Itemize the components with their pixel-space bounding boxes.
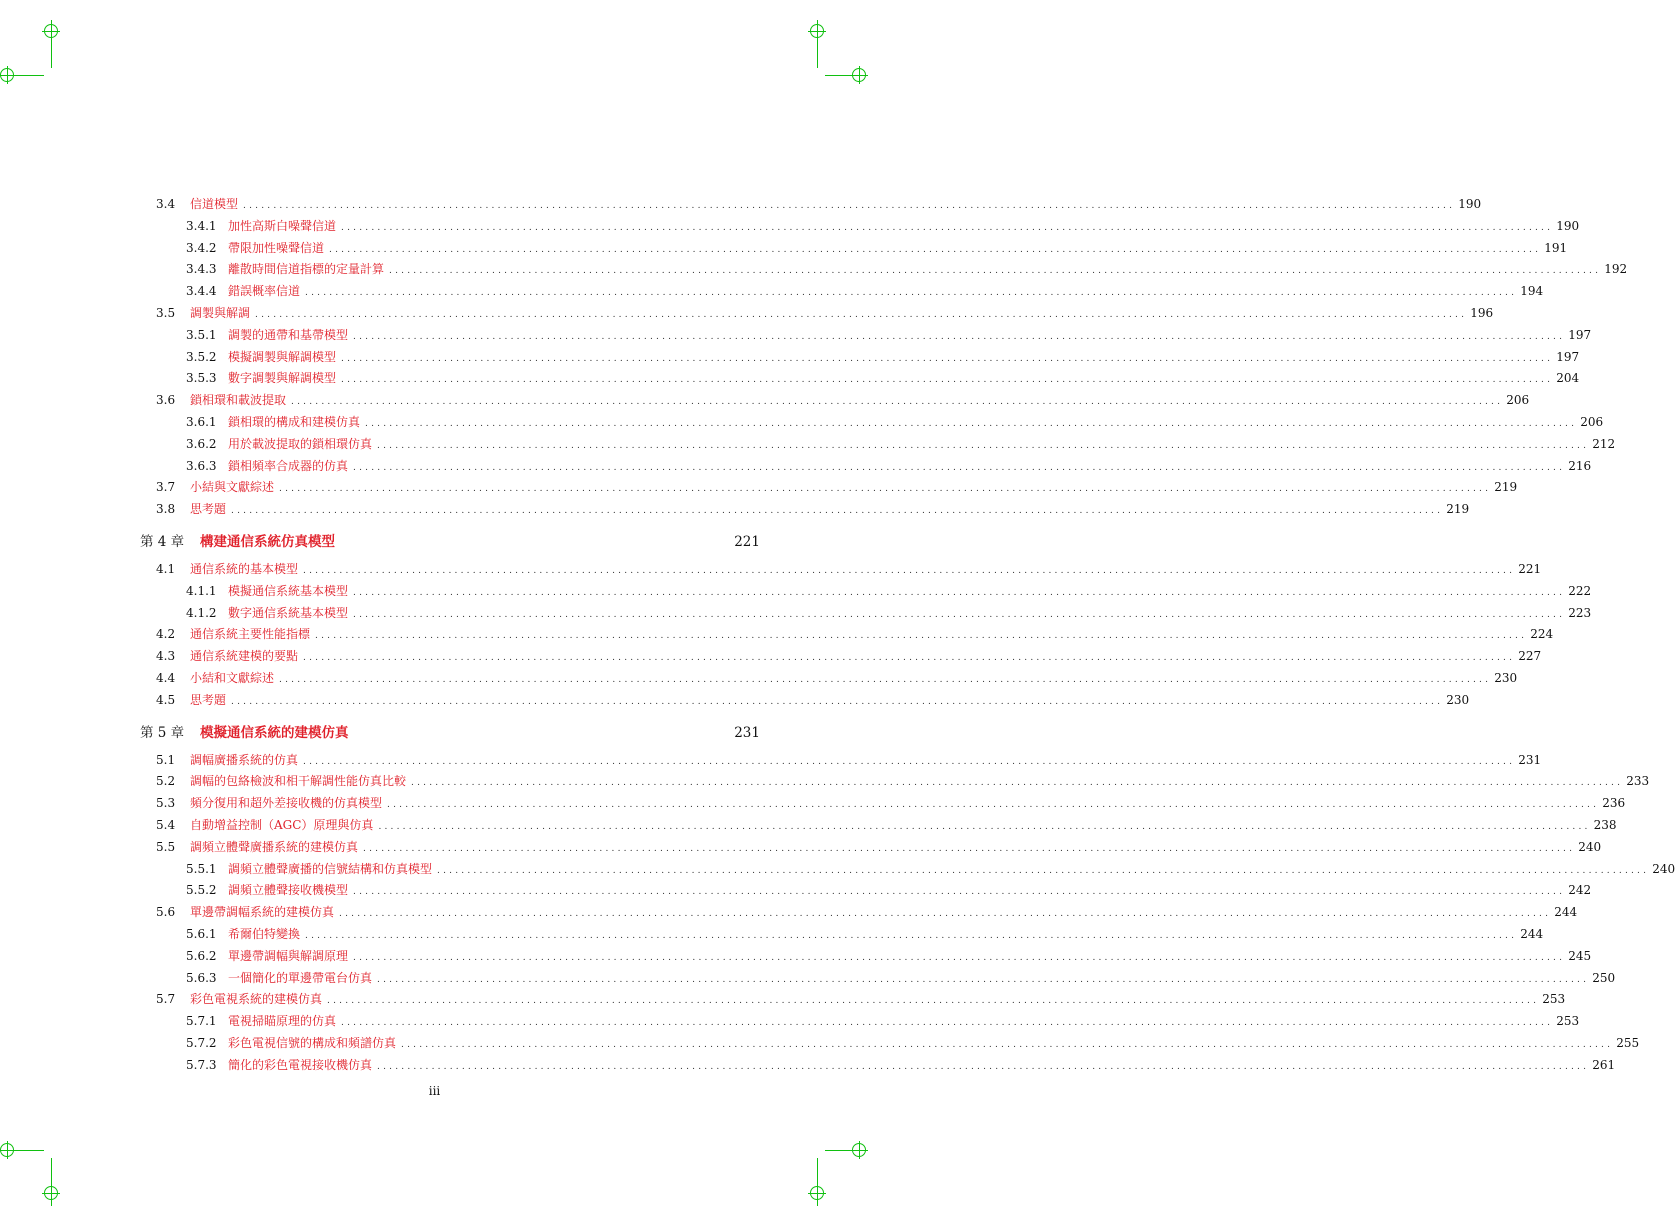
- toc-entry-line: [190, 750, 1542, 774]
- toc-entry-line: [228, 880, 1592, 904]
- toc-entry[interactable]: [140, 668, 1518, 690]
- toc-entry-title-link[interactable]: 一個簡化的單邊帶電台仿真: [228, 968, 374, 990]
- toc-entry-title-link[interactable]: 鎖相頻率合成器的仿真: [228, 456, 350, 478]
- toc-entry-page: 192: [1604, 262, 1628, 277]
- toc-entry-title-link[interactable]: 簡化的彩色電視接收機仿真: [228, 1055, 374, 1077]
- toc-entry-line: [228, 347, 1580, 371]
- toc-entry-number: 3.6.3: [186, 458, 217, 473]
- toc-entry-page: 240: [1578, 839, 1602, 854]
- toc-entry-page: 197: [1568, 327, 1592, 342]
- dot-leader: ........................................................................................................................................................................................................: [353, 587, 1566, 598]
- toc-entry-number: 5.6.3: [186, 970, 217, 985]
- dot-leader: ........................................................................................................................................................................................................: [341, 375, 1554, 386]
- toc-entry-number: 3.5.2: [186, 349, 217, 364]
- toc-entry-page: 236: [1602, 796, 1626, 811]
- toc-entry-number: 3.6: [156, 393, 176, 408]
- toc-entry[interactable]: [140, 946, 1592, 968]
- toc-entry[interactable]: [140, 281, 1544, 303]
- toc-entry-page: 238: [1593, 817, 1617, 832]
- toc-entry-number: 3.4.4: [186, 284, 217, 299]
- toc-entry[interactable]: [140, 238, 1568, 260]
- toc-entry-title-link[interactable]: 用於載波提取的鎖相環仿真: [228, 434, 374, 456]
- toc-entry-line: [228, 603, 1592, 627]
- toc-entry[interactable]: [140, 690, 1470, 712]
- toc-entry-number: 3.8: [156, 502, 176, 517]
- toc-entry-line: [228, 1055, 1616, 1079]
- toc-entry-line: [228, 946, 1592, 970]
- dot-leader: ........................................................................................................................................................................................................: [243, 201, 1456, 211]
- toc-entry-page: 227: [1518, 649, 1542, 664]
- toc-entry-line: [228, 456, 1592, 480]
- toc-entry-page: 221: [1518, 561, 1542, 576]
- toc-entry-page: 230: [1494, 670, 1518, 685]
- toc-entry-title-link[interactable]: 通信系統的基本模型: [190, 559, 300, 581]
- toc-entry-title-link[interactable]: 單邊帶調幅系統的建模仿真: [190, 902, 336, 924]
- chapter-heading-5[interactable]: [140, 718, 760, 748]
- toc-entry-title-link[interactable]: 數字調製與解調模型: [228, 368, 338, 390]
- toc-entry-number: 3.5: [156, 305, 176, 320]
- toc-entry-line: [190, 690, 1470, 714]
- toc-entry[interactable]: [140, 771, 1650, 793]
- toc-entry-line: [228, 412, 1604, 436]
- toc-entry-title-link[interactable]: 調頻立體聲接收機模型: [228, 880, 350, 902]
- toc-entry-line: [228, 1033, 1640, 1057]
- toc-entry-line: [190, 646, 1542, 670]
- toc-entry-title-link[interactable]: 鎖相環和載波提取: [190, 390, 288, 412]
- toc-entry-number: 5.7.1: [186, 1014, 217, 1029]
- toc-entry-page: 212: [1592, 436, 1616, 451]
- toc-entry[interactable]: [140, 1011, 1580, 1033]
- toc-entry[interactable]: [140, 859, 1675, 881]
- toc-entry-number: 3.6.2: [186, 436, 217, 451]
- toc-entry-title-link[interactable]: 通信系統建模的要點: [190, 646, 300, 668]
- toc-entry-title-link[interactable]: 調幅廣播系統的仿真: [190, 750, 300, 772]
- toc-entry-line: [228, 581, 1592, 605]
- toc-entry-number: 5.5.1: [186, 861, 217, 876]
- toc-entry-page: 244: [1520, 926, 1544, 941]
- dot-leader: ........................................................................................................................................................................................................: [279, 484, 1492, 495]
- toc-entry[interactable]: [140, 624, 1554, 646]
- dot-leader: ........................................................................................................................................................................................................: [329, 244, 1542, 255]
- toc-entry-line: [190, 477, 1518, 501]
- toc-entry-number: 5.7: [156, 992, 176, 1007]
- chapter-page: 221: [734, 533, 760, 550]
- dot-leader: ........................................................................................................................................................................................................: [305, 288, 1518, 299]
- toc-entry-title-link[interactable]: 單邊帶調幅與解調原理: [228, 946, 350, 968]
- toc-entry-page: 244: [1554, 905, 1578, 920]
- toc-entry[interactable]: [140, 194, 1482, 216]
- toc-entry-page: 194: [1520, 284, 1544, 299]
- dot-leader: ........................................................................................................................................................................................................: [377, 974, 1590, 985]
- toc-entry-number: 3.4.3: [186, 262, 217, 277]
- dot-leader: ........................................................................................................................................................................................................: [377, 1061, 1590, 1072]
- toc-entry-number: 3.4.2: [186, 240, 217, 255]
- toc-entry[interactable]: [140, 793, 1626, 815]
- toc-entry-title-link[interactable]: 調幅的包絡檢波和相干解調性能仿真比較: [190, 771, 408, 793]
- toc-entry[interactable]: [140, 216, 1580, 238]
- dot-leader: ........................................................................................................................................................................................................: [279, 674, 1492, 685]
- toc-entry-title-link[interactable]: 通信系統主要性能指標: [190, 624, 312, 646]
- toc-entry-title-link[interactable]: 自動增益控制（AGC）原理與仿真: [190, 815, 375, 837]
- toc-entry-title-link[interactable]: 調製的通帶和基帶模型: [228, 325, 350, 347]
- chapter-label: 第 5 章: [140, 724, 185, 741]
- toc-entry-number: 5.2: [156, 774, 176, 789]
- toc-entry-page: 240: [1652, 861, 1675, 876]
- toc-entry-line: [228, 281, 1544, 305]
- toc-entry-page: 223: [1568, 605, 1592, 620]
- toc-entry[interactable]: [140, 646, 1542, 668]
- toc-entry-number: 5.5.2: [186, 883, 217, 898]
- dot-leader: ........................................................................................................................................................................................................: [411, 778, 1624, 789]
- toc-entry-title-link[interactable]: 頻分復用和超外差接收機的仿真模型: [190, 793, 384, 815]
- toc-entry-page: 230: [1446, 692, 1470, 707]
- toc-entry-title-link[interactable]: 小結和文獻綜述: [190, 668, 276, 690]
- toc-entry-title-link[interactable]: 數字通信系統基本模型: [228, 603, 350, 625]
- toc-entry-number: 3.6.1: [186, 414, 217, 429]
- toc-entry-title-link[interactable]: 離散時間信道指標的定量計算: [228, 259, 386, 281]
- toc-entry-title-link[interactable]: 彩色電視信號的構成和頻譜仿真: [228, 1033, 398, 1055]
- toc-entry[interactable]: [140, 924, 1544, 946]
- chapter-heading-4[interactable]: [140, 527, 760, 557]
- dot-leader: ........................................................................................................................................................................................................: [231, 696, 1444, 707]
- toc-entry-line: [228, 859, 1675, 883]
- toc-entry-number: 5.6.2: [186, 948, 217, 963]
- toc-entry-number: 4.3: [156, 649, 176, 664]
- chapter-page: 231: [734, 724, 760, 741]
- toc-group-chapter-3: [140, 194, 1628, 521]
- toc-entry-page: 253: [1542, 992, 1566, 1007]
- toc-group-chapter-4: [140, 559, 1592, 712]
- toc-entry-line: [228, 1011, 1580, 1035]
- toc-entry[interactable]: [140, 1055, 1616, 1077]
- toc-entry-title-link[interactable]: 錯誤概率信道: [228, 281, 302, 303]
- toc-entry-number: 4.5: [156, 692, 176, 707]
- toc-entry-page: 224: [1530, 627, 1554, 642]
- toc-entry-title-link[interactable]: 調製與解調: [190, 303, 252, 325]
- dot-leader: ........................................................................................................................................................................................................: [341, 353, 1554, 364]
- toc-entry-title-link[interactable]: 調頻立體聲廣播系統的建模仿真: [190, 837, 360, 859]
- toc-entry[interactable]: [140, 837, 1602, 859]
- toc-entry[interactable]: [140, 434, 1616, 456]
- toc-entry-number: 5.1: [156, 752, 176, 767]
- dot-leader: ........................................................................................................................................................................................................: [389, 266, 1602, 277]
- toc-entry-number: 3.4: [156, 197, 176, 211]
- toc-entry-line: [190, 902, 1578, 926]
- toc-entry-number: 4.4: [156, 670, 176, 685]
- dot-leader: ........................................................................................................................................................................................................: [353, 887, 1566, 898]
- toc-entry-line: [228, 325, 1592, 349]
- toc-entry-line: [228, 924, 1544, 948]
- dot-leader: ........................................................................................................................................................................................................: [303, 565, 1516, 576]
- toc-entry[interactable]: [140, 259, 1628, 281]
- toc-entry-line: [228, 434, 1616, 458]
- toc-entry[interactable]: [140, 581, 1592, 603]
- dot-leader: ........................................................................................................................................................................................................: [305, 930, 1518, 941]
- toc-entry[interactable]: [140, 603, 1592, 625]
- toc-entry-title-link[interactable]: 調頻立體聲廣播的信號結構和仿真模型: [228, 859, 434, 881]
- toc-entry-title-link[interactable]: 加性高斯白噪聲信道: [228, 216, 338, 238]
- toc-entry-title-link[interactable]: 模擬調製與解調模型: [228, 347, 338, 369]
- page-number: iii: [428, 1084, 441, 1098]
- toc-entry[interactable]: [140, 989, 1566, 1011]
- toc-entry-line: [228, 216, 1580, 240]
- toc-entry[interactable]: [140, 456, 1592, 478]
- toc-entry-page: 255: [1616, 1035, 1640, 1050]
- toc-entry[interactable]: [140, 1033, 1640, 1055]
- toc-entry-page: 190: [1458, 197, 1482, 211]
- toc-entry-number: 5.5: [156, 839, 176, 854]
- toc-entry-page: 245: [1568, 948, 1592, 963]
- toc-entry[interactable]: [140, 325, 1592, 347]
- toc-entry-title-link[interactable]: 帶限加性噪聲信道: [228, 238, 326, 260]
- toc-entry[interactable]: [140, 390, 1530, 412]
- toc-entry-number: 4.1: [156, 561, 176, 576]
- toc-entry-page: 233: [1626, 774, 1650, 789]
- toc-entry-title-link[interactable]: 電視掃瞄原理的仿真: [228, 1011, 338, 1033]
- toc-entry-page: 242: [1568, 883, 1592, 898]
- toc-entry[interactable]: [140, 368, 1580, 390]
- toc-entry[interactable]: [140, 750, 1542, 772]
- toc-entry[interactable]: [140, 880, 1592, 902]
- toc-entry-line: [190, 194, 1482, 218]
- chapter-label: 第 4 章: [140, 533, 185, 550]
- dot-leader: ........................................................................................................................................................................................................: [377, 440, 1590, 451]
- toc-entry[interactable]: [140, 347, 1580, 369]
- toc-entry-page: 206: [1506, 393, 1530, 408]
- dot-leader: ........................................................................................................................................................................................................: [303, 653, 1516, 664]
- table-of-contents: [140, 194, 1675, 1076]
- toc-group-chapter-5: [140, 750, 1675, 1077]
- dot-leader: ........................................................................................................................................................................................................: [363, 843, 1576, 854]
- toc-entry-title-link[interactable]: 小結與文獻綜述: [190, 477, 276, 499]
- toc-entry-title-link[interactable]: 彩色電視系統的建模仿真: [190, 989, 324, 1011]
- toc-entry-title-link[interactable]: 模擬通信系統基本模型: [228, 581, 350, 603]
- dot-leader: ........................................................................................................................................................................................................: [353, 462, 1566, 473]
- dot-leader: ........................................................................................................................................................................................................: [291, 397, 1504, 408]
- toc-entry-title-link[interactable]: 思考題: [190, 499, 228, 521]
- dot-leader: ........................................................................................................................................................................................................: [339, 909, 1552, 920]
- dot-leader: ........................................................................................................................................................................................................: [327, 996, 1540, 1007]
- toc-entry-title-link[interactable]: 思考題: [190, 690, 228, 712]
- toc-entry-number: 4.1.1: [186, 583, 217, 598]
- toc-entry-number: 5.3: [156, 796, 176, 811]
- dot-leader: ........................................................................................................................................................................................................: [303, 756, 1516, 767]
- dot-leader: ........................................................................................................................................................................................................: [341, 222, 1554, 233]
- toc-entry[interactable]: [140, 968, 1616, 990]
- toc-entry-number: 4.1.2: [186, 605, 217, 620]
- toc-entry-line: [228, 968, 1616, 992]
- toc-entry-number: 3.4.1: [186, 218, 217, 233]
- dot-leader: ........................................................................................................................................................................................................: [231, 506, 1444, 517]
- toc-entry-line: [190, 499, 1470, 523]
- toc-entry-title-link[interactable]: 信道模型: [190, 194, 240, 216]
- toc-entry[interactable]: [140, 559, 1542, 581]
- toc-entry-number: 4.2: [156, 627, 176, 642]
- toc-entry-page: 261: [1592, 1057, 1616, 1072]
- dot-leader: ........................................................................................................................................................................................................: [315, 631, 1528, 642]
- toc-entry-page: 253: [1556, 1014, 1580, 1029]
- dot-leader: ........................................................................................................................................................................................................: [365, 418, 1578, 429]
- toc-entry-line: [190, 771, 1650, 795]
- toc-entry-line: [190, 303, 1494, 327]
- dot-leader: ........................................................................................................................................................................................................: [378, 821, 1591, 832]
- dot-leader: ........................................................................................................................................................................................................: [341, 1018, 1554, 1029]
- toc-entry-number: 5.6: [156, 905, 176, 920]
- toc-entry[interactable]: [140, 412, 1604, 434]
- toc-entry-page: 231: [1518, 752, 1542, 767]
- toc-entry-number: 5.4: [156, 817, 176, 832]
- chapter-title[interactable]: 模擬通信系統的建模仿真: [200, 724, 349, 741]
- toc-entry-line: [190, 668, 1518, 692]
- toc-entry-title-link[interactable]: 希爾伯特變換: [228, 924, 302, 946]
- toc-entry-page: 196: [1470, 305, 1494, 320]
- toc-entry-line: [190, 559, 1542, 583]
- chapter-title[interactable]: 構建通信系統仿真模型: [200, 533, 335, 550]
- dot-leader: ........................................................................................................................................................................................................: [353, 331, 1566, 342]
- toc-entry-line: [190, 624, 1554, 648]
- dot-leader: ........................................................................................................................................................................................................: [353, 609, 1566, 620]
- toc-entry-page: 204: [1556, 371, 1580, 386]
- dot-leader: ........................................................................................................................................................................................................: [437, 865, 1650, 876]
- toc-entry-page: 197: [1556, 349, 1580, 364]
- toc-entry-line: [190, 390, 1530, 414]
- toc-entry-line: [190, 793, 1626, 817]
- toc-entry-line: [190, 989, 1566, 1013]
- toc-entry[interactable]: [140, 815, 1617, 837]
- toc-entry-number: 5.7.2: [186, 1035, 217, 1050]
- toc-entry-page: 191: [1544, 240, 1568, 255]
- toc-entry-page: 216: [1568, 458, 1592, 473]
- toc-entry[interactable]: [140, 303, 1494, 325]
- toc-entry-page: 250: [1592, 970, 1616, 985]
- toc-entry[interactable]: [140, 499, 1470, 521]
- toc-entry-page: 219: [1494, 480, 1518, 495]
- toc-entry-line: [190, 815, 1617, 839]
- toc-entry-line: [228, 238, 1568, 262]
- dot-leader: ........................................................................................................................................................................................................: [353, 952, 1566, 963]
- toc-entry-number: 3.5.3: [186, 371, 217, 386]
- toc-entry-line: [190, 837, 1602, 861]
- toc-entry[interactable]: [140, 477, 1518, 499]
- toc-entry-page: 206: [1580, 414, 1604, 429]
- toc-entry-number: 5.6.1: [186, 926, 217, 941]
- dot-leader: ........................................................................................................................................................................................................: [401, 1039, 1614, 1050]
- toc-entry-page: 222: [1568, 583, 1592, 598]
- toc-entry-number: 3.7: [156, 480, 176, 495]
- dot-leader: ........................................................................................................................................................................................................: [387, 800, 1600, 811]
- toc-entry-number: 3.5.1: [186, 327, 217, 342]
- toc-entry[interactable]: [140, 902, 1578, 924]
- toc-entry-number: 5.7.3: [186, 1057, 217, 1072]
- dot-leader: ........................................................................................................................................................................................................: [255, 309, 1468, 320]
- toc-entry-title-link[interactable]: 鎖相環的構成和建模仿真: [228, 412, 362, 434]
- toc-entry-page: 190: [1556, 218, 1580, 233]
- toc-entry-line: [228, 259, 1628, 283]
- toc-entry-line: [228, 368, 1580, 392]
- toc-entry-page: 219: [1446, 502, 1470, 517]
